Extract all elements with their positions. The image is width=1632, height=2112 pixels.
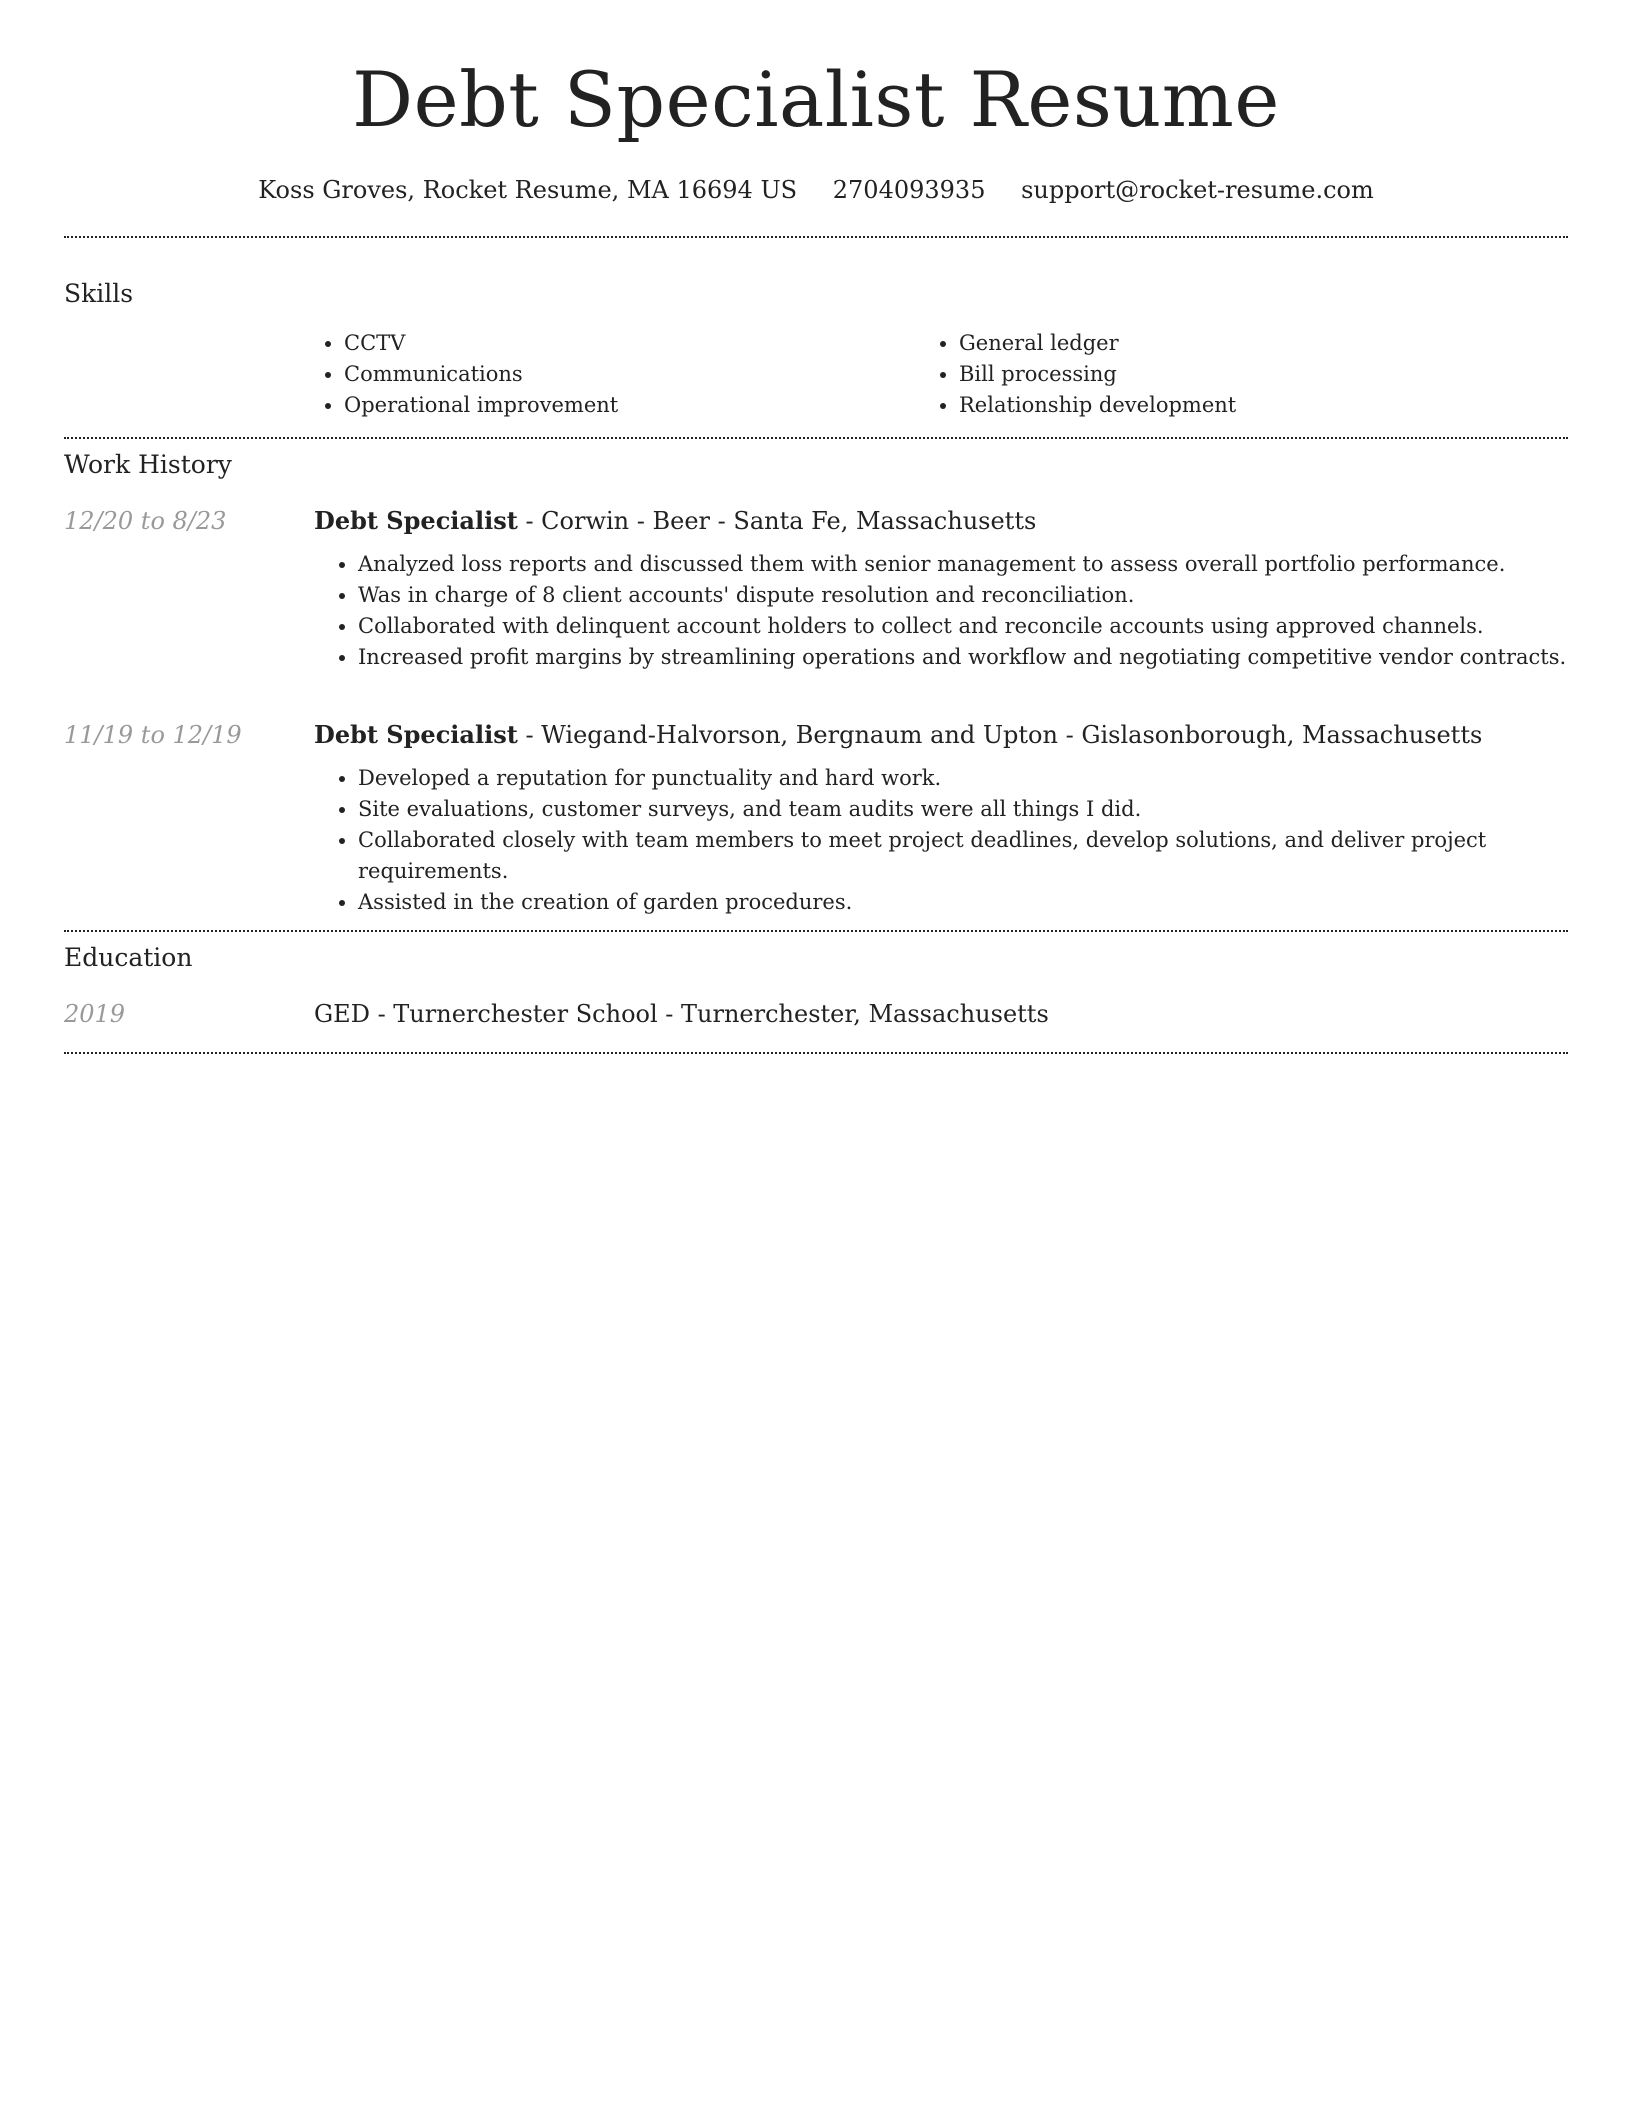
job-bullet: • Collaborated with delinquent account holders to collect and reconcile accounts using approved channels. — [358, 611, 1568, 642]
job-bullet: • Analyzed loss reports and discussed them with senior management to assess overall portfolio performance. — [358, 549, 1568, 580]
resume-title: Debt Specialist Resume — [352, 55, 1280, 144]
education-details: GED - Turnerchester School - Turnerchester, Massachusetts — [314, 1000, 1049, 1028]
skill-item: • Communications — [344, 359, 929, 390]
skill-item: • Bill processing — [959, 359, 1544, 390]
education-year: 2019 — [64, 1000, 126, 1028]
job-bullet: • Assisted in the creation of garden procedures. — [358, 887, 1568, 918]
job-bullets — [314, 763, 1568, 918]
job-details — [314, 719, 1568, 918]
divider — [64, 437, 1568, 439]
job-entry — [64, 719, 1568, 918]
education-entry — [64, 998, 1568, 1030]
job-bullet: • Increased profit margins by streamlining operations and workflow and negotiating competitive vendor contracts. — [358, 642, 1568, 673]
skill-item: • General ledger — [959, 328, 1544, 359]
job-details — [314, 505, 1568, 673]
skill-item: • Relationship development — [959, 390, 1544, 421]
job-bullet: • Collaborated closely with team members to meet project deadlines, develop solutions, and deliver project requirements. — [358, 825, 1568, 887]
contact-address: Koss Groves, Rocket Resume, MA 16694 US — [258, 176, 798, 204]
contact-phone: 2704093935 — [832, 176, 986, 204]
education-heading: Education — [64, 943, 193, 972]
job-role: Debt Specialist — [314, 506, 518, 535]
work-history-heading: Work History — [64, 450, 232, 479]
skills-column-left — [314, 328, 929, 421]
skills-heading: Skills — [64, 279, 134, 308]
contact-email: support@rocket-resume.com — [1021, 176, 1374, 204]
job-bullet: • Was in charge of 8 client accounts' dispute resolution and reconciliation. — [358, 580, 1568, 611]
skill-item: • Operational improvement — [344, 390, 929, 421]
skills-list — [314, 328, 1568, 421]
resume-page — [64, 0, 1568, 1054]
job-entry — [64, 505, 1568, 673]
job-employer-location: - Corwin - Beer - Santa Fe, Massachusetts — [517, 507, 1037, 535]
skill-item: • CCTV — [344, 328, 929, 359]
job-bullet: • Site evaluations, customer surveys, and team audits were all things I did. — [358, 794, 1568, 825]
job-heading — [314, 505, 1568, 537]
job-role: Debt Specialist — [314, 720, 518, 749]
contact-line — [64, 174, 1568, 206]
job-bullet: • Developed a reputation for punctuality and hard work. — [358, 763, 1568, 794]
divider — [64, 1052, 1568, 1054]
job-dates: 12/20 to 8/23 — [64, 507, 227, 535]
divider — [64, 930, 1568, 932]
job-heading — [314, 719, 1568, 751]
job-dates: 11/19 to 12/19 — [64, 721, 242, 749]
divider — [64, 236, 1568, 238]
job-bullets — [314, 549, 1568, 673]
job-employer-location: - Wiegand-Halvorson, Bergnaum and Upton - Gislasonborough, Massachusetts — [517, 721, 1483, 749]
skills-column-right — [929, 328, 1544, 421]
